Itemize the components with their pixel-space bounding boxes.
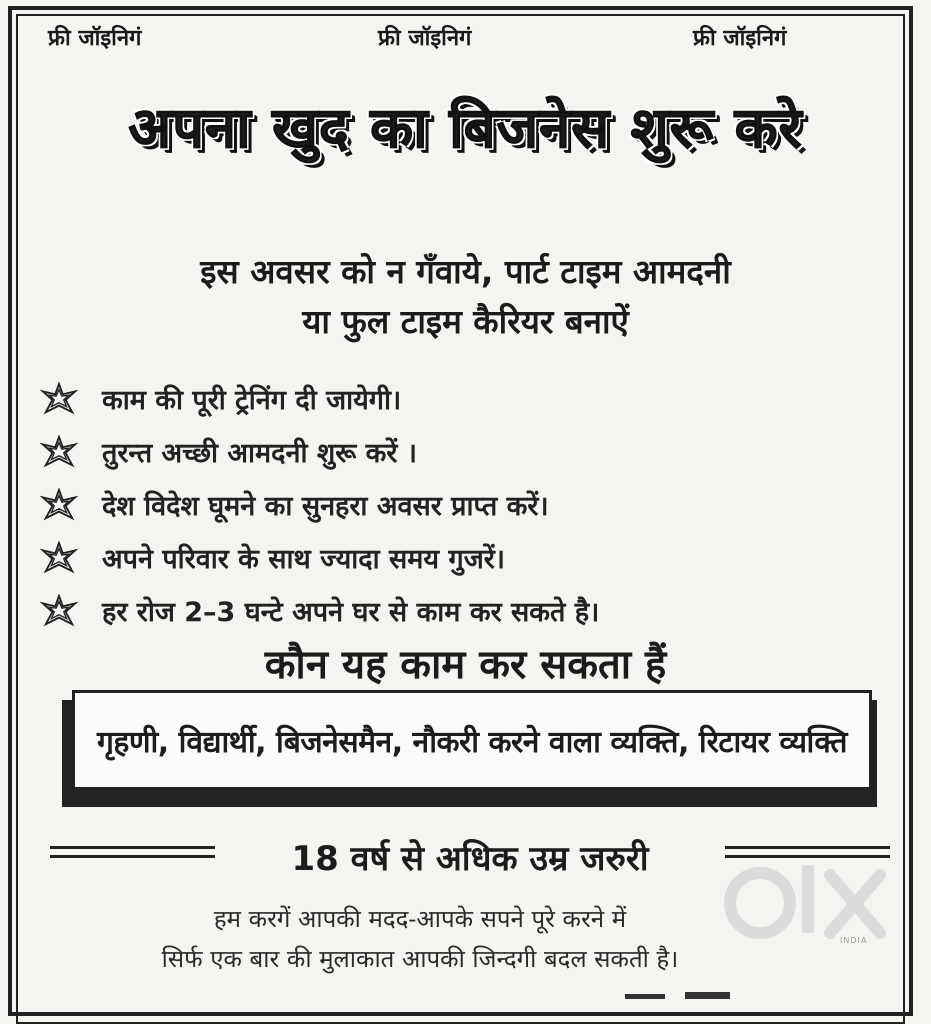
free-joining-row	[0, 22, 931, 62]
free-joining-label: फ्री जॉइनिगं	[48, 26, 142, 51]
divider	[50, 846, 215, 858]
list-item	[40, 531, 900, 584]
list-item	[40, 425, 900, 478]
star-icon	[40, 541, 78, 575]
watermark-sub: INDIA	[840, 936, 868, 945]
bullet-text: तुरन्त अच्छी आमदनी शुरू करें ।	[102, 438, 418, 469]
age-requirement: 18 वर्ष से अधिक उम्र जरुरी	[291, 839, 649, 879]
bullet-text: हर रोज 2–3 घन्टे अपने घर से काम कर सकते है।	[102, 597, 600, 628]
meeting-line: सिर्फ एक बार की मुलाकात आपकी जिन्दगी बदल सकती है।	[161, 945, 679, 973]
list-item	[40, 372, 900, 425]
star-icon	[40, 488, 78, 522]
eligible-text: गृहणी, विद्यार्थी, बिजनेसमैन, नौकरी करने वाला व्यक्ति, रिटायर व्यक्ति	[97, 724, 847, 760]
free-joining-label: फ्री जॉइनिगं	[693, 26, 787, 51]
subhead-line-2: या फुल टाइम कैरियर बनाऐं	[302, 302, 629, 341]
help-line: हम करगें आपकी मदद-आपके सपने पूरे करने में	[213, 905, 627, 933]
bullet-text: देश विदेश घूमने का सुनहरा अवसर प्राप्त करें।	[102, 491, 549, 522]
who-can-do-heading: कौन यह काम कर सकता हैं	[264, 642, 667, 688]
list-item	[40, 478, 900, 531]
bullet-text: काम की पूरी ट्रेनिंग दी जायेगी।	[102, 385, 402, 416]
star-icon	[40, 435, 78, 469]
olx-logo-watermark	[720, 855, 900, 955]
list-item	[40, 584, 900, 637]
star-icon	[40, 594, 78, 628]
star-icon	[40, 382, 78, 416]
benefit-list	[40, 372, 900, 637]
eligible-box	[72, 690, 872, 790]
bullet-text: अपने परिवार के साथ ज्यादा समय गुजरें।	[102, 544, 505, 575]
headline: अपना खुद का बिजनेस शुरू करे	[128, 96, 803, 161]
cut-off-text-fragment	[625, 990, 735, 999]
subhead-line-1: इस अवसर को न गँवाये, पार्ट टाइम आमदनी	[200, 252, 731, 291]
free-joining-label: फ्री जॉइनिगं	[378, 26, 472, 51]
